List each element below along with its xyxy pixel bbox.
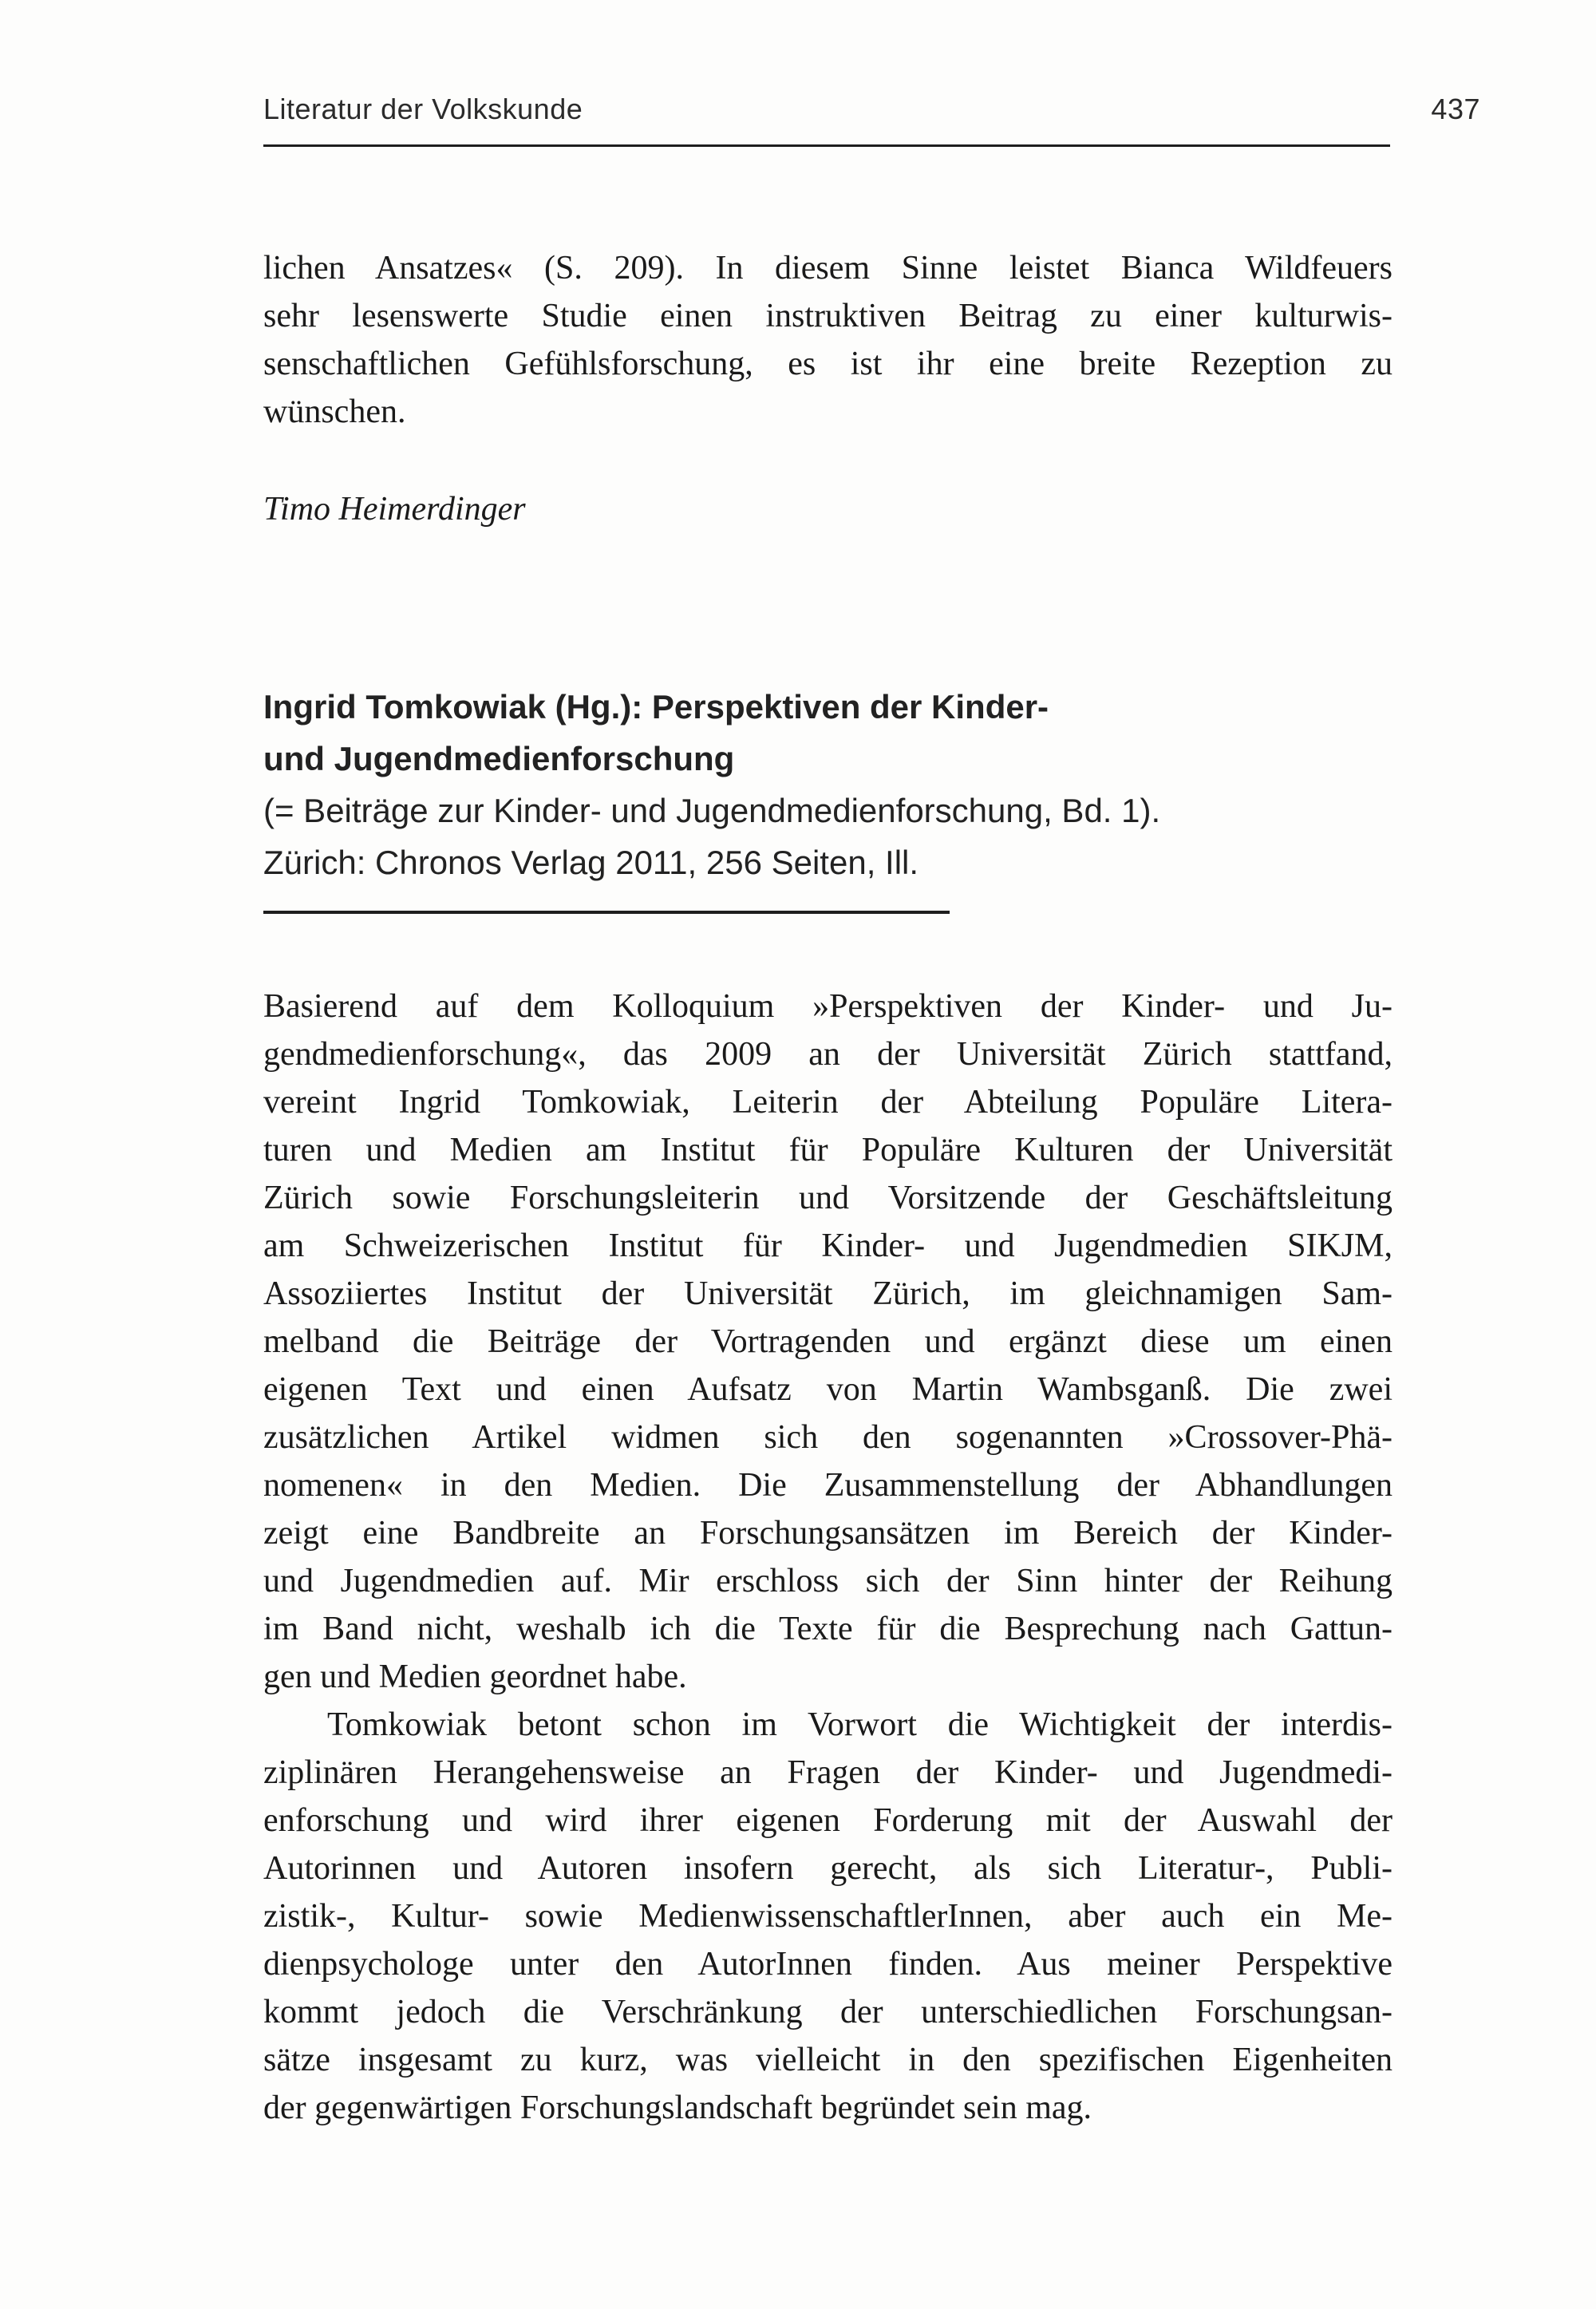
page-number: 437 xyxy=(1431,93,1480,125)
text-line: eigenen Text und einen Aufsatz von Martin Wambsganß. Die zwei xyxy=(263,1371,1393,1408)
reviewer-name: Timo Heimerdinger xyxy=(263,491,526,528)
body-paragraph xyxy=(263,1701,1393,2132)
review-body xyxy=(263,983,1393,2132)
text-line: Zürich: Chronos Verlag 2011, 256 Seiten, Ill. xyxy=(263,844,919,881)
text-line: sätze insgesamt zu kurz, was vielleicht in den spezifischen Eigenheiten xyxy=(263,2042,1393,2078)
text-line: senschaftlichen Gefühlsforschung, es ist ihr eine breite Rezeption zu xyxy=(263,346,1393,382)
text-line: dienpsychologe unter den AutorInnen finden. Aus meiner Perspektive xyxy=(263,1946,1393,1983)
text-line: kommt jedoch die Verschränkung der unterschiedlichen Forschungsan- xyxy=(263,1994,1393,2030)
text-line: nomenen« in den Medien. Die Zusammenstellung der Abhandlungen xyxy=(263,1467,1393,1504)
text-line: im Band nicht, weshalb ich die Texte für die Besprechung nach Gattun- xyxy=(263,1611,1393,1647)
text-line: enforschung und wird ihrer eigenen Forderung mit der Auswahl der xyxy=(263,1802,1393,1839)
text-line: am Schweizerischen Institut für Kinder- und Jugendmedien SIKJM, xyxy=(263,1228,1393,1264)
text-line: gen und Medien geordnet habe. xyxy=(263,1659,687,1695)
text-line: Zürich sowie Forschungsleiterin und Vorsitzende der Geschäftsleitung xyxy=(263,1180,1393,1216)
text-line: Tomkowiak betont schon im Vorwort die Wichtigkeit der interdis- xyxy=(327,1706,1393,1743)
text-line: Basierend auf dem Kolloquium »Perspektiven der Kinder- und Ju- xyxy=(263,988,1393,1025)
text-line: und Jugendmedienforschung xyxy=(263,740,735,777)
text-line: turen und Medien am Institut für Populäre Kulturen der Universität xyxy=(263,1132,1393,1168)
text-line: sehr lesenswerte Studie einen instruktiven Beitrag zu einer kulturwis- xyxy=(263,298,1393,334)
text-line: zeigt eine Bandbreite an Forschungsansätzen im Bereich der Kinder- xyxy=(263,1515,1393,1552)
text-line: der gegenwärtigen Forschungslandschaft begründet sein mag. xyxy=(263,2090,1092,2126)
text-line: Assoziiertes Institut der Universität Zürich, im gleichnamigen Sam- xyxy=(263,1275,1393,1312)
running-header-title: Literatur der Volkskunde xyxy=(263,93,583,125)
text-line: (= Beiträge zur Kinder- und Jugendmedienforschung, Bd. 1). xyxy=(263,792,1161,829)
text-line: lichen Ansatzes« (S. 209). In diesem Sinne leistet Bianca Wildfeuers xyxy=(263,250,1393,287)
previous-review-closing-paragraph xyxy=(263,244,1393,436)
text-line: vereint Ingrid Tomkowiak, Leiterin der Abteilung Populäre Litera- xyxy=(263,1084,1393,1121)
text-line: zusätzlichen Artikel widmen sich den sogenannten »Crossover-Phä- xyxy=(263,1419,1393,1456)
book-publication-details xyxy=(263,785,1444,888)
text-line: Autorinnen und Autoren insofern gerecht, als sich Literatur-, Publi- xyxy=(263,1850,1393,1887)
text-line: gendmedienforschung«, das 2009 an der Universität Zürich stattfand, xyxy=(263,1036,1393,1073)
text-line: melband die Beiträge der Vortragenden und ergänzt diese um einen xyxy=(263,1323,1393,1360)
text-line: und Jugendmedien auf. Mir erschloss sich der Sinn hinter der Reihung xyxy=(263,1563,1393,1599)
book-title xyxy=(263,681,1444,785)
text-line: zistik-, Kultur- sowie MedienwissenschaftlerInnen, aber auch ein Me- xyxy=(263,1898,1393,1935)
text-line: wünschen. xyxy=(263,393,406,430)
book-entry-heading xyxy=(263,681,1444,888)
text-line: ziplinären Herangehensweise an Fragen der Kinder- und Jugendmedi- xyxy=(263,1754,1393,1791)
header-rule xyxy=(263,144,1390,147)
body-paragraph xyxy=(263,983,1393,1701)
section-rule xyxy=(263,911,950,914)
text-line: Ingrid Tomkowiak (Hg.): Perspektiven der Kinder- xyxy=(263,688,1049,726)
